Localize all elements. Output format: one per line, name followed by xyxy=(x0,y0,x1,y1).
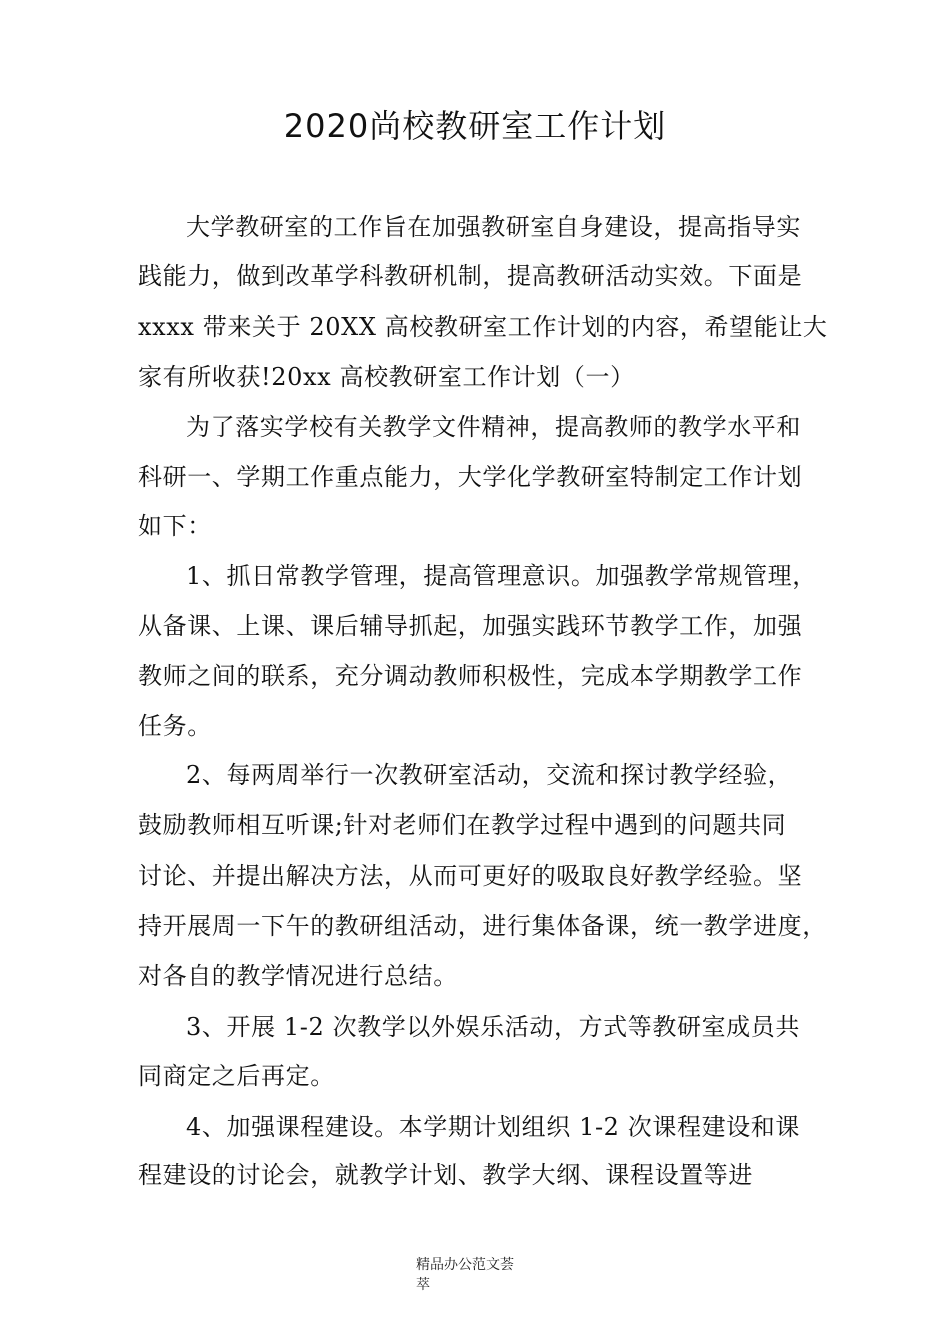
footer-line: 萃 xyxy=(416,1277,430,1293)
paragraph-line: 从备课、上课、课后辅导抓起，加强实践环节教学工作，加强 xyxy=(138,612,803,640)
paragraph-line: 4、加强课程建设。本学期计划组织 1-2 次课程建设和课 xyxy=(186,1113,800,1141)
paragraph-line: 为了落实学校有关教学文件精神，提高教师的教学水平和 xyxy=(186,413,801,441)
paragraph-line: 践能力，做到改革学科教研机制，提高教研活动实效。下面是 xyxy=(138,262,803,290)
paragraph-line: 任务。 xyxy=(138,712,212,740)
paragraph-line: 1、抓日常教学管理，提高管理意识。加强教学常规管理， xyxy=(186,562,817,590)
paragraph-line: 家有所收获!20xx 高校教研室工作计划（一） xyxy=(138,363,635,391)
paragraph-line: 3、开展 1-2 次教学以外娱乐活动，方式等教研室成员共 xyxy=(186,1013,800,1041)
document-title: 2020尚校教研室工作计划 xyxy=(283,107,667,145)
paragraph-line: 讨论、并提出解决方法，从而可更好的吸取良好教学经验。坚 xyxy=(138,862,803,890)
paragraph-line: 同商定之后再定。 xyxy=(138,1062,335,1090)
page-footer xyxy=(416,1255,514,1295)
paragraph-line: 教师之间的联系，充分调动教师积极性，完成本学期教学工作 xyxy=(138,662,803,690)
footer-line: 精品办公范文荟 xyxy=(416,1257,514,1273)
paragraph-line: 科研一、学期工作重点能力，大学化学教研室特制定工作计划 xyxy=(138,463,803,491)
paragraph-line: xxxx 带来关于 20XX 高校教研室工作计划的内容，希望能让大 xyxy=(138,313,828,341)
paragraph-line: 对各自的教学情况进行总结。 xyxy=(138,962,458,990)
paragraph-line: 程建设的讨论会，就教学计划、教学大纲、课程设置等进 xyxy=(138,1161,753,1189)
paragraph-line: 如下： xyxy=(138,512,212,540)
paragraph-line: 持开展周一下午的教研组活动，进行集体备课，统一教学进度， xyxy=(138,912,827,940)
paragraph-line: 大学教研室的工作旨在加强教研室自身建设，提高指导实 xyxy=(186,213,801,241)
paragraph-line: 2、每两周举行一次教研室活动，交流和探讨教学经验， xyxy=(186,761,793,789)
paragraph-line: 鼓励教师相互听课;针对老师们在教学过程中遇到的问题共同 xyxy=(138,811,787,839)
